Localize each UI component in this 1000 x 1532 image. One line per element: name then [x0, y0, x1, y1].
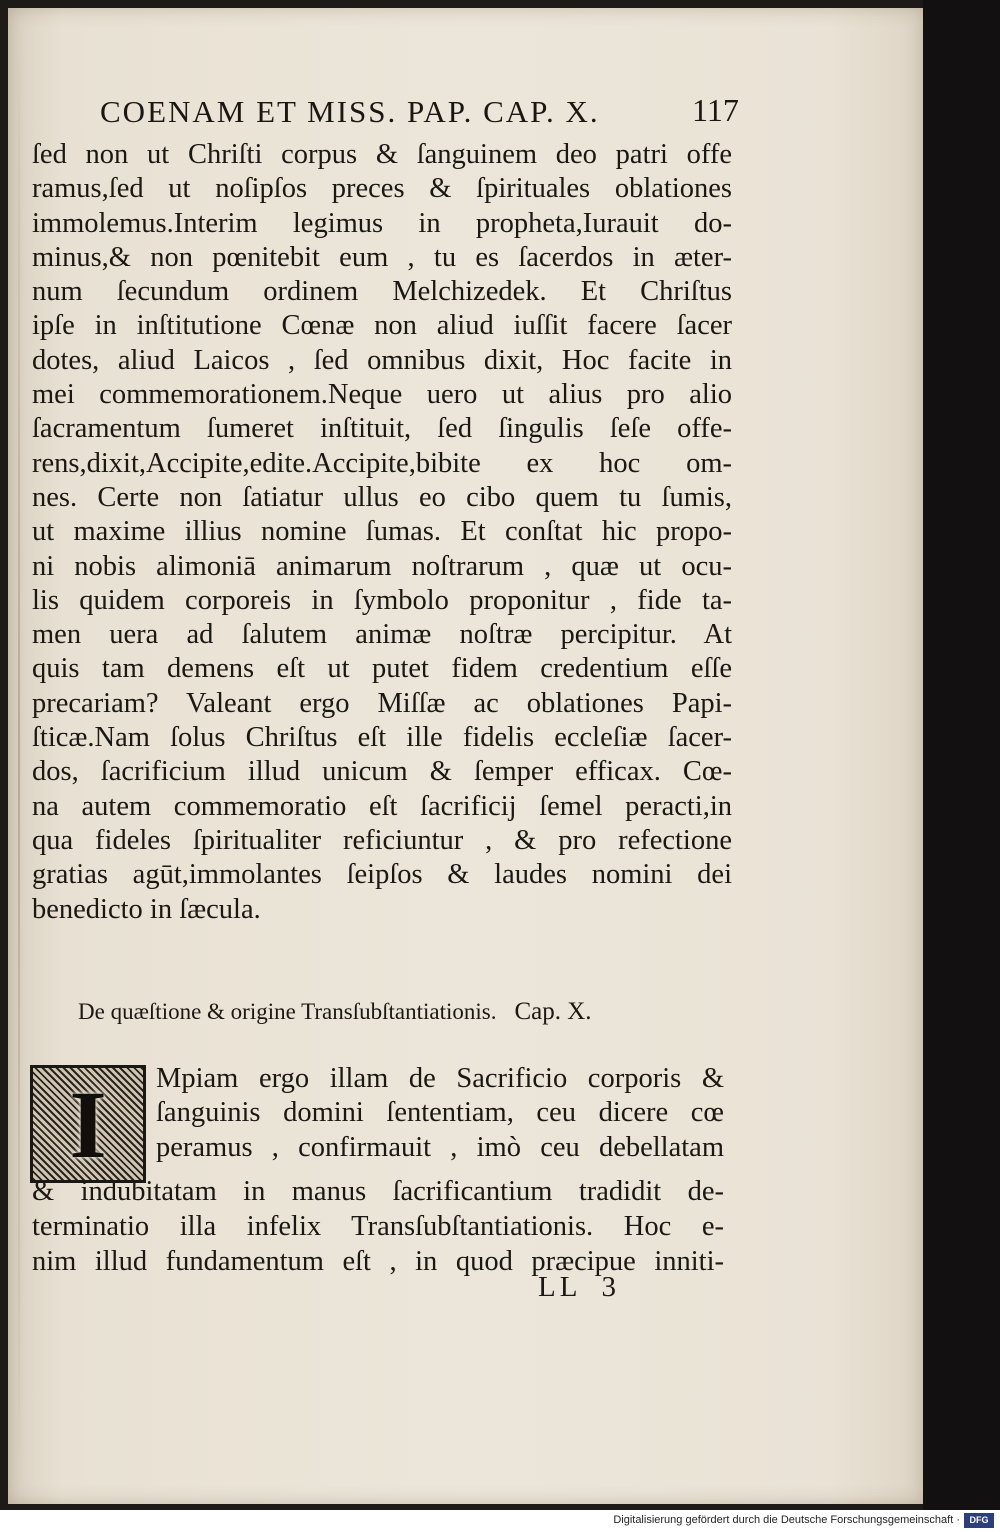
- decorated-initial: [30, 1065, 146, 1183]
- text-line: ſanguinis domini ſententiam, ceu dicere cœ: [156, 1097, 724, 1129]
- text-line: & indubitatam in manus ſacrificantium tradidit de-: [32, 1176, 724, 1207]
- footer-bar: [0, 1510, 1000, 1532]
- text-line: ni nobis alimoniā animarum noſtrarum , quæ ut ocu-: [32, 550, 732, 582]
- book-edge: [923, 0, 1000, 1510]
- text-line: lis quidem corporeis in ſymbolo proponitur , fide ta-: [32, 584, 732, 616]
- dfg-logo: DFG: [964, 1513, 994, 1528]
- text-line: qua fideles ſpiritualiter reficiuntur , & pro refectione: [32, 824, 732, 856]
- chapter-text-full: [32, 1174, 724, 1279]
- footer-credit: Digitalisierung gefördert durch die Deutsche Forschungsgemeinschaft ·: [613, 1514, 960, 1526]
- initial-letter: I: [69, 1070, 107, 1178]
- signature-mark: [538, 1271, 620, 1304]
- chapter-label: Cap. X.: [514, 998, 592, 1025]
- text-line: quis tam demens eſt ut putet fidem credentium eſſe: [32, 653, 732, 685]
- gutter-shadow: [18, 48, 20, 1468]
- text-line: nes. Certe non ſatiatur ullus eo cibo quem tu ſumis,: [32, 481, 732, 513]
- text-line: ſed non ut Chriſti corpus & ſanguinem deo patri offe: [32, 139, 732, 170]
- signature-letters: LL: [538, 1271, 582, 1303]
- text-line: gratias agūt,immolantes ſeipſos & laudes nomini dei: [32, 859, 732, 891]
- text-line: Mpiam ergo illam de Sacrificio corporis &: [156, 1063, 724, 1094]
- text-line: ut maxime illius nomine ſumas. Et conſtat hic propo-: [32, 516, 732, 548]
- signature-number: 3: [601, 1271, 620, 1303]
- text-line: dotes, aliud Laicos , ſed omnibus dixit, Hoc facite in: [32, 344, 732, 376]
- text-line: ipſe in inſtitutione Cœnæ non aliud iuſſit facere ſacer: [32, 310, 732, 342]
- text-line: dos, ſacrificium illud unicum & ſemper efficax. Cœ-: [32, 756, 732, 788]
- running-head: COENAM ET MISS. PAP. CAP. X.: [100, 94, 600, 129]
- text-line: ramus,ſed ut noſipſos preces & ſpirituales oblationes: [32, 173, 732, 205]
- text-line: minus,& non pœnitebit eum , tu es ſacerdos in æter-: [32, 241, 732, 273]
- chapter-heading: [78, 998, 698, 1026]
- chapter-text-indented: [156, 1062, 724, 1165]
- text-line: num ſecundum ordinem Melchizedek. Et Chriſtus: [32, 276, 732, 308]
- text-line: immolemus.Interim legimus in propheta,Iurauit do-: [32, 207, 732, 239]
- text-line: benedicto in ſæcula.: [32, 893, 261, 925]
- page-number: 117: [692, 92, 739, 128]
- body-text: [32, 138, 732, 927]
- text-line: terminatio illa infelix Transſubſtantiationis. Hoc e-: [32, 1211, 724, 1242]
- text-line: ſacramentum ſumeret inſtituit, ſed ſingulis ſeſe offe-: [32, 413, 732, 445]
- text-line: precariam? Valeant ergo Miſſæ ac oblationes Papi-: [32, 687, 732, 719]
- text-line: ſticæ.Nam ſolus Chriſtus eſt ille fidelis eccleſiæ ſacer-: [32, 722, 732, 754]
- text-line: men uera ad ſalutem animæ noſtræ percipitur. At: [32, 619, 732, 651]
- chapter-title: De quæſtione & origine Transſubſtantiationis.: [78, 999, 497, 1024]
- text-line: mei commemorationem.Neque uero ut alius pro alio: [32, 379, 732, 411]
- book-page: [8, 8, 923, 1504]
- text-line: peramus , confirmauit , imò ceu debellatam: [156, 1131, 724, 1163]
- text-line: nim illud fundamentum eſt , in quod præcipue inniti-: [32, 1246, 724, 1277]
- text-line: na autem commemoratio eſt ſacrificij ſemel peracti,in: [32, 790, 732, 822]
- text-line: rens,dixit,Accipite,edite.Accipite,bibite ex hoc om-: [32, 447, 732, 479]
